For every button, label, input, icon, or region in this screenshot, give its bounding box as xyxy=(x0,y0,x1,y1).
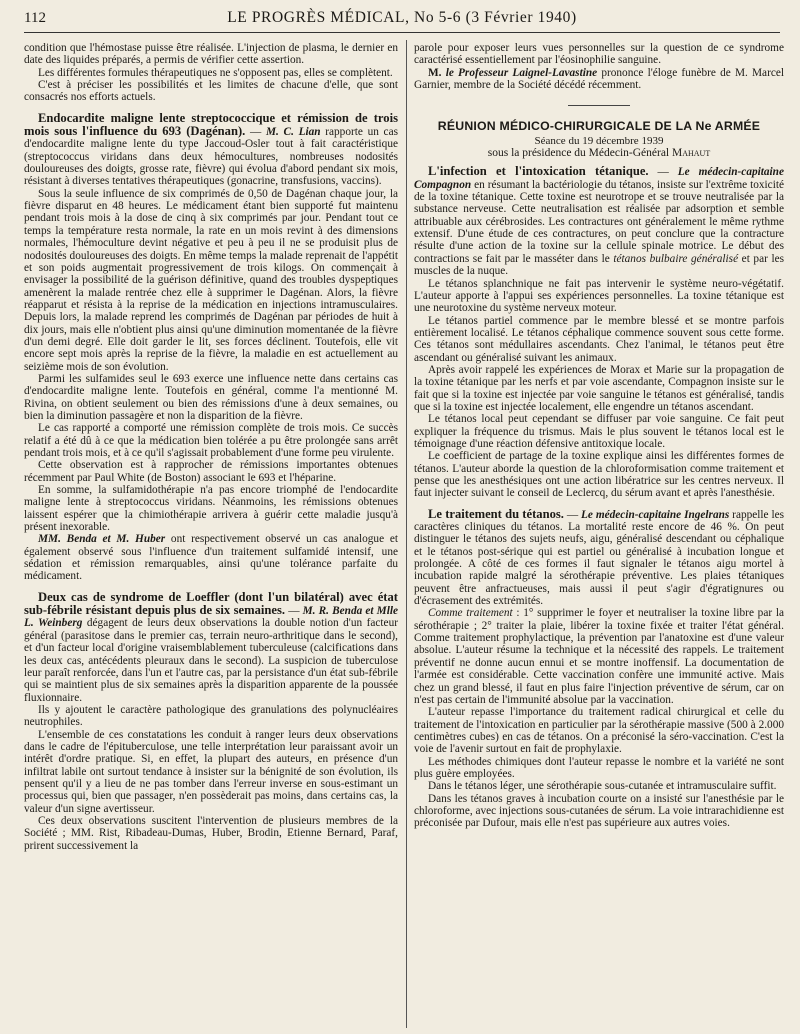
article-title: Le traitement du tétanos. xyxy=(428,506,564,521)
article-loeffler xyxy=(24,591,398,852)
article-title: Endocardite maligne lente streptococcique et rémission de trois mois sous l'influence du 693 (Dagénan). xyxy=(24,110,398,139)
paragraph: L'ensemble de ces constatations les conduit à ranger leurs deux observations dans le cadre de l'épituberculose, une telle interprétation leur paraissant avoir un intérêt d'ordre pratique. Si, en effet, la plupart des auteurs, en présence d'un infiltrat labile ont surtout tendance à insister sur la bénignité de son évolution, ils pensent qu'il y a lieu de ne pas tomber dans l'erreur inverse en sous-estimant un processus qui, bien que passager, n'en possèderait pas moins, dans certains cas, la valeur d'un signe avertisseur. xyxy=(24,728,398,815)
page-number: 112 xyxy=(24,10,46,26)
paragraph: parole pour exposer leurs vues personnelles sur la question de ce syndrome caractérisé essentiellement par l'éosinophilie sanguine. xyxy=(414,42,784,67)
right-column xyxy=(414,42,784,830)
paragraph: Les méthodes chimiques dont l'auteur repasse le nombre et la variété ne sont plus guère employées. xyxy=(414,755,784,780)
article-text: dégagent de leurs deux observations la double notion d'un facteur général (parasitose dans le premier cas, terrain neuro-arthritique dans le second), et d'un facteur local d'origine vraisemblablement tuberculeuse (calcifications dans les deux cas, antécédents pleuraux dans le second). La suspicion de tuberculose leur paraît renforcée, dans l'un et l'autre cas, par la persistance d'un état sub-fébrile qui se maintient plus de six semaines après la disparition apparente de la poussée fluxionnaire. xyxy=(24,617,398,704)
paragraph: Parmi les sulfamides seul le 693 exerce une influence nette dans certains cas d'endocardite maligne lente. Toutefois en général, comme l'a mentionné M. Rivina, on obtient seulement ou bien des rémissions d'une à deux semaines, ou bien la diminution passagère et non la disparition de la fièvre. xyxy=(24,372,398,422)
author: Le médecin-capitaine Compagnon xyxy=(414,166,784,191)
left-column xyxy=(24,42,398,852)
paragraph: M. le Professeur Laignel-Lavastine prononce l'éloge funèbre de M. Marcel Garnier, membre de la Société décédé récemment. xyxy=(414,66,784,92)
paragraph: Dans le tétanos léger, une sérothérapie sous-cutanée et intramusculaire suffit. xyxy=(428,780,777,793)
paragraph: Ces deux observations suscitent l'intervention de plusieurs membres de la Société ; MM. Rist, Ribadeau-Dumas, Huber, Brodin, Etienne Bernard, Paraf, prirent successivement la xyxy=(24,814,398,852)
paragraph: Ils y ajoutent le caractère pathologique des granulations des polynucléaires neutrophiles. xyxy=(24,703,398,729)
author: Le médecin-capitaine Ingelrans xyxy=(581,508,730,521)
running-header xyxy=(24,8,780,33)
article-title: L'infection et l'intoxication tétanique. xyxy=(428,164,649,179)
paragraph: Cette observation est à rapprocher de rémissions importantes obtenues récemment par Paul White (de Boston) associant le 693 et l'héparine. xyxy=(24,459,398,484)
paragraph: Les différentes formules thérapeutiques ne s'opposent pas, elles se complètent. xyxy=(38,66,393,79)
article-tetanos-infection xyxy=(414,165,784,499)
article-lead: L'infection et l'intoxication tétanique. — Le médecin-capitaine Compagnon en résumant la bactériologie du tétanos, insiste sur l'extrême toxicité de la toxine tétanique. Cette toxine est neurotrope et se trouve neutralisée par la substance nerveuse. Cette neutralisation est réalisée par adsorption et semble attribuable aux cérébrosides. Les contractures ont généralement le même rythme extensif. D'une étude de ces contractures, on peut conclure que la contracture résulte d'une action de la toxine sur la cellule spinale motrice. Le début des contractions se fait par le masséter dans le tétanos bulbaire généralisé et par les muscles de la nuque. xyxy=(414,164,784,278)
article-text: rapporte un cas d'endocardite maligne lente du type Jaccoud-Osler tout à fait caractéristique (streptococcus viridans dans deux hémocultures, nombreuses nodosités douloureuses des doigts, grosse rate, fièvre) qui évolua d'abord pendant six mois, résistant à diverses tentatives thérapeutiques (gonacrine, transfusions, vaccins). xyxy=(24,126,398,188)
paragraph: En somme, la sulfamidothérapie n'a pas encore triomphé de l'endocardite maligne lente à streptococcus viridans. Néanmoins, les rémissions obtenues laissent espérer que la chimiothérapie arrivera à guérir cette maladie jusqu'à présent inexorable. xyxy=(24,484,398,534)
paragraph: L'auteur repasse l'importance du traitement radical chirurgical et celle du traitement de l'intoxication en particulier par la sérothérapie massive (500 à 2.000 centimètres cubes) en cas de tétanos. On a préconisé la séro-vaccination. C'est la voie de l'avenir surtout en fait de prophylaxie. xyxy=(414,706,784,756)
section-heading: RÉUNION MÉDICO-CHIRURGICALE DE LA Ne ARMÉE xyxy=(437,119,761,134)
paragraph: Le tétanos partiel commence par le membre blessé et se montre parfois entièrement localisé. Le tétanos céphalique commence souvent sous cette forme. Ces tétanos sont médullaires ascendants. Chez l'animal, le tétanos peut être ascendant ou généralisé suivant les animaux. xyxy=(414,314,784,364)
paragraph: MM. Benda et M. Huber ont respectivement observé un cas analogue et également observé sous l'influence d'un traitement sulfamidé intensif, une sédation et rémission remarquables, ainsi qu'une tolérance parfaite du médicament. xyxy=(24,533,398,583)
article-lead: Le traitement du tétanos. — Le médecin-capitaine Ingelrans rappelle les caractères cliniques du tétanos. La mortalité reste encore de 46 %. On peut distinguer le tétanos des sujets neufs, aigu, généralisé descendant ou céphalique et le tétanos post-sérique qui est partiel ou généralisé à incubation longue et prolongée. A côté de ces formes il faut signaler le tétanos aigu mortel à incubation rapide malgré la sérothérapie préventive. Les plaies tétaniques peuvent être anfractueuses, mais aussi il peut s'agir d'égratignures ou d'écrasement des extrémités. xyxy=(414,506,784,608)
article-lead: Deux cas de syndrome de Loeffler (dont l'un bilatéral) avec état sub-fébrile résistant depuis plus de six semaines. — M. R. Benda et Mlle L. Weinberg dégagent de leurs deux observations la double notion d'un facteur général (parasitose dans le premier cas, terrain neuro-arthritique dans le second), et d'un facteur local d'origine vraisemblablement tuberculeuse (calcifications dans les deux cas, antécédents pleuraux dans le second). La suspicion de tuberculose leur paraît renforcée, dans l'un et l'autre cas, par la persistance d'un état sub-fébrile qui se maintient plus de six semaines après la disparition apparente de la poussée fluxionnaire. xyxy=(24,589,398,704)
session-date: Séance du 19 décembre 1939 xyxy=(534,134,664,147)
paragraph: Comme traitement : 1° supprimer le foyer et neutraliser la toxine libre par la sérothérapie ; 2° traiter la plaie, libérer la toxine fixée et traiter l'état général. Comme traitement prophylactique, la prévention par l'anatoxine est d'une valeur absolue. L'auteur résume la technique et la nécessité des rappels. Le traitement préventif ne donne aucun ennui et se montre inoffensif. La documentation de l'armée est considérable. Cette vaccination confère une immunité active. Mais chez un grand blessé, il faut en plus faire l'injection préventive de sérum, car on n'est pas certain de l'immunité absolue par la vaccination. xyxy=(414,607,784,706)
author: le Professeur Laignel-Lavastine xyxy=(445,66,598,79)
section-rule xyxy=(568,105,630,106)
paragraph: C'est à préciser les possibilités et les limites de chacune d'elle, que sont consacrés nos efforts actuels. xyxy=(24,79,398,104)
paragraph: Le tétanos splanchnique ne fait pas intervenir le système neuro-végétatif. L'auteur apporte à l'appui ses expériences personnelles. La toxine tétanique est une neurotoxine du système nerveux moteur. xyxy=(414,277,784,315)
article-lead: Endocardite maligne lente streptococcique et rémission de trois mois sous l'influence du 693 (Dagénan). — M. C. Lian rapporte un cas d'endocardite maligne lente du type Jaccoud-Osler tout à fait caractéristique (streptococcus viridans dans deux hémocultures, nombreuses nodosités douloureuses des doigts, grosse rate, fièvre) qui évolua d'abord pendant six mois, résistant à diverses tentatives thérapeutiques (gonacrine, transfusions, vaccins). xyxy=(24,110,398,188)
paragraph: condition que l'hémostase puisse être réalisée. L'injection de plasma, le dernier en date des liquides préparés, a permis de vérifier cette assertion. xyxy=(24,42,398,67)
presidence: sous la présidence du Médecin-Général Mahaut xyxy=(487,147,711,160)
article-title: Deux cas de syndrome de Loeffler (dont l'un bilatéral) avec état sub-fébrile résistant depuis plus de six semaines. xyxy=(24,589,398,618)
paragraph: Le tétanos local peut cependant se diffuser par voie sanguine. Ce fait peut expliquer la fréquence du trismus. Mais le plus souvent le tétanos local est le témoignage d'une réaction défensive antitoxique locale. xyxy=(414,413,784,450)
article-endocardite xyxy=(24,112,398,583)
author: MM. Benda et M. Huber xyxy=(38,533,166,546)
paragraph: Le coefficient de partage de la toxine explique ainsi les différentes formes de tétanos. L'auteur aborde la question de la chloroformisation comme traitement et pense que les anesthésiques ont une action libératrice sur les centres nerveux. Il faut injecter suivant le conseil de Leclercq, du sérum avant et après l'anesthésie. xyxy=(414,450,784,500)
author: M. C. Lian xyxy=(266,126,321,139)
article-tetanos-traitement xyxy=(414,508,784,830)
paragraph: Sous la seule influence de six comprimés de 0,50 de Dagénan chaque jour, la fièvre disparut en 48 heures. Le médicament étant bien supporté fut maintenu pendant trois mois à la dose de cinq à six comprimés par jour. Pendant tout ce temps la température resta normale, la rate en un mois revint à des dimensions normales, l'hémoculture devint négative et peu à peu il ne se produisit plus de nodosités douloureuses des doigts. En même temps la malade reprenait de l'appétit et son poids augmentait progressivement de trois kilogs. On commençait à envisager la possibilité de la guérison définitive, quand des troubles dyspeptiques amenèrent la malade rentrée chez elle à supprimer le Dagénan. Alors, la fièvre réapparut et résista à la reprise de la médication en injections intramusculaires. Depuis lors, la malade reprend les comprimés de Dagénan par périodes de huit à dix jours, mais elle n'obtient plus ainsi qu'une diminution momentanée de la fièvre d'un demi degré. Elle doit garder le lit, ses forces déclinent. Toutefois, elle vit encore sept mois après la reprise de la fièvre, la maladie en est actuellement au seizième mois de son évolution. xyxy=(24,187,398,373)
paragraph: Après avoir rappelé les expériences de Morax et Marie sur la propagation de la toxine tétanique par les nerfs et par voie ascendante, Compagnon insiste sur le fait que si la toxine est injectée par voie sanguine le tétanos est généralisé, tandis que si la toxine est injectée localement, elle engendre un tétanos ascendant. xyxy=(414,363,784,413)
running-title: LE PROGRÈS MÉDICAL, No 5-6 (3 Février 1940) xyxy=(227,9,577,26)
paragraph: Le cas rapporté a comporté une rémission complète de trois mois. Ce succès relatif a été dû à ce que la médication bien tolérée a pu être prolongée sans arrêt pendant trois mois, et à ce qu'il s'agissait probablement d'une forme peu virulente. xyxy=(24,422,398,459)
author: M. R. Benda et Mlle L. Weinberg xyxy=(24,605,398,630)
paragraph: Dans les tétanos graves à incubation courte on a insisté sur l'anesthésie par le chloroforme, avec injections sous-cutanées de sérum. La voie intrarachidienne est préconisée par Dufour, mais elle n'est pas supérieure aux autres voies. xyxy=(414,792,784,830)
column-divider xyxy=(406,40,407,1028)
